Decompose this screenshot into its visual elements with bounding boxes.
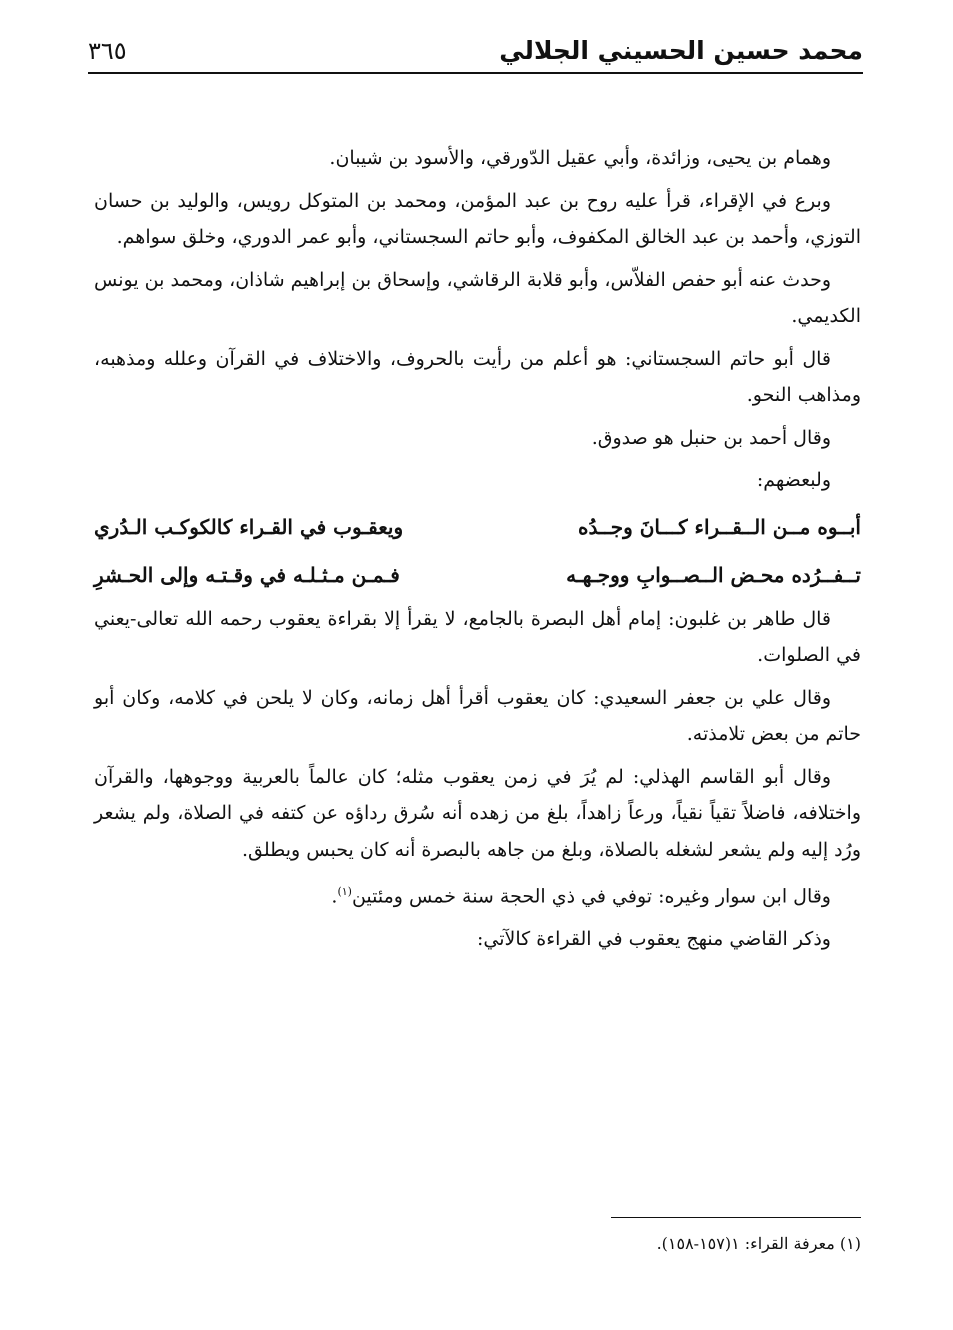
page-header [88, 28, 863, 74]
verse-1-second-hemistich: ويعقـوب في القـراء كالكوكـب الـدُري [94, 514, 404, 539]
paragraph-3: وحدث عنه أبو حفص الفلاّس، وأبو قلابة الرقاشي، وإسحاق بن إبراهيم شاذان، ومحمد بن يونس الكديمي. [94, 268, 861, 327]
footnote-1: (١) معرفة القراء: ١(١٥٧-١٥٨). [656, 1234, 861, 1253]
paragraph-2: وبرع في الإقراء، قرأ عليه روح بن عبد المؤمن، ومحمد بن المتوكل رويس، والوليد بن حسان التوزي، وأحمد بن عبد الخالق المكفوف، وأبو حاتم السجستاني، وأبو عمر الدوري، وخلق سواهم. [94, 189, 861, 248]
paragraph-4: قال أبو حاتم السجستاني: هو أعلم من رأيت بالحروف، والاختلاف في القرآن وعلله ومذهبه، ومذاهب النحو. [94, 347, 861, 406]
paragraph-1: وهمام بن يحيى، وزائدة، وأبي عقيل الدّورقي، والأسود بن شيبان. [329, 147, 831, 169]
verse-2-first-hemistich: تــفــرُده محـض الــصــوابِ ووجـهـه [566, 562, 861, 587]
running-title: محمد حسين الحسيني الجلالي [499, 36, 863, 65]
paragraph-10-text: وقال ابن سوار وغيره: توفي في ذي الحجة سنة خمس ومئتين [351, 885, 831, 908]
verse-line-2 [94, 553, 861, 597]
footnote-rule [611, 1217, 861, 1218]
verse-1-first-hemistich: أبــوه مــن الــقــراء كـــانَ وجــدُه [578, 514, 861, 539]
paragraph-10-end: . [331, 885, 338, 908]
main-text [94, 140, 861, 963]
verse-line-1 [94, 505, 861, 549]
paragraph-7: قال طاهر بن غلبون: إمام أهل البصرة بالجامع، لا يقرأ إلا بقراءة يعقوب رحمه الله تعالى-يعني في الصلوات. [94, 607, 861, 666]
paragraph-10 [94, 874, 861, 915]
paragraph-6: ولبعضهم: [756, 469, 831, 491]
paragraph-8: وقال علي بن جعفر السعيدي: كان يعقوب أقرأ أهل زمانه، وكان لا يلحن في كلامه، وكان أبو حاتم من بعض تلامذته. [94, 686, 861, 745]
paragraph-11: وذكر القاضي منهج يعقوب في القراءة كالآتي: [477, 927, 831, 950]
verse-2-second-hemistich: فـمـن مـثـلـه في وقـتـه وإلى الحـشرِ [94, 562, 400, 587]
paragraph-9: وقال أبو القاسم الهذلي: لم يُرَ في زمن يعقوب مثله؛ كان عالماً بالعربية ووجوهها، والقرآن واختلافه، فاضلاً تقياً نقياً، ورعاً زاهداً، بلغ من زهده أنه سُرق رداؤه عن كتفه في الصلاة، ولم يشعر ورُد إليه ولم يشعر لشغله بالصلاة، وبلغ من جاهه بالبصرة أنه كان يحبس ويطلق. [94, 765, 861, 861]
header-rule [88, 72, 863, 74]
paragraph-5: وقال أحمد بن حنبل هو صدوق. [591, 426, 831, 449]
footnote-ref-1[interactable]: (١) [337, 885, 352, 898]
page-number: ٣٦٥ [88, 37, 127, 65]
